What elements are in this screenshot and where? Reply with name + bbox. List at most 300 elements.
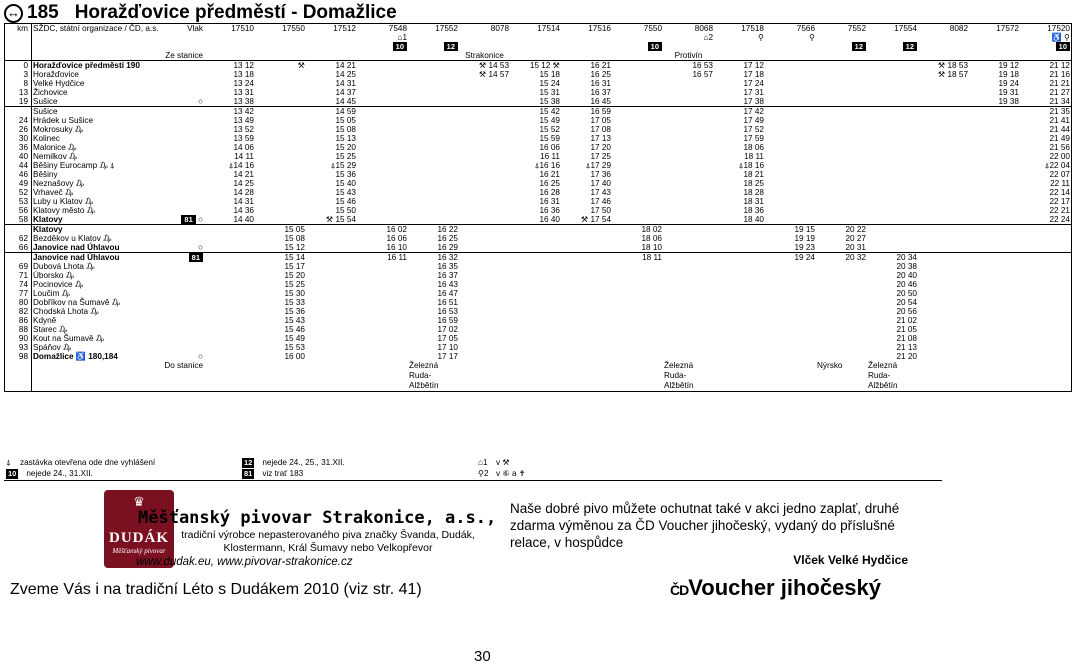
time-cell xyxy=(969,116,1020,125)
station-name: Pocinovice ₯ xyxy=(33,280,84,289)
time-cell xyxy=(612,79,663,88)
time-cell xyxy=(561,262,612,271)
train-note xyxy=(816,33,867,42)
train-number: 7548 xyxy=(357,24,408,34)
time-cell xyxy=(612,170,663,179)
time-cell xyxy=(459,188,510,197)
time-cell xyxy=(969,234,1020,243)
time-cell xyxy=(663,143,714,152)
time-cell: 18 06 xyxy=(743,143,764,152)
time-cell xyxy=(612,143,663,152)
time-cell xyxy=(408,116,459,125)
time-cell xyxy=(816,143,867,152)
restriction-row xyxy=(5,42,1072,51)
time-cell xyxy=(561,298,612,307)
train-number: 17514 xyxy=(510,24,561,34)
time-cell xyxy=(255,215,306,225)
time-cell xyxy=(714,280,765,289)
time-cell xyxy=(612,161,663,170)
station-km: 24 xyxy=(5,116,32,125)
time-cell: 18 11 xyxy=(744,152,764,161)
time-cell xyxy=(459,280,510,289)
time-cell: 21 56 xyxy=(1020,143,1072,152)
time-cell xyxy=(867,134,918,143)
time-cell xyxy=(714,325,765,334)
station-row xyxy=(5,298,1072,307)
time-cell: 15 25 xyxy=(335,152,356,161)
time-cell: ⚒ 15 54 xyxy=(306,215,357,225)
time-cell: 14 31 xyxy=(335,79,356,88)
time-cell: 20 31 xyxy=(816,243,867,253)
time-cell xyxy=(816,170,867,179)
origin-station xyxy=(408,51,459,61)
time-cell xyxy=(1020,271,1072,280)
time-cell xyxy=(1020,262,1072,271)
time-cell: 15 14 xyxy=(284,253,305,262)
train-note xyxy=(459,33,510,42)
time-cell xyxy=(1020,253,1072,263)
time-cell: 15 20 xyxy=(284,271,305,280)
station-km: 52 xyxy=(5,188,32,197)
time-cell: 16 36 xyxy=(539,206,560,215)
time-cell: 21 44 xyxy=(1020,125,1072,134)
time-cell xyxy=(255,116,306,125)
time-cell xyxy=(663,234,714,243)
time-cell: 19 38 xyxy=(969,97,1020,107)
time-cell xyxy=(612,325,663,334)
time-cell xyxy=(969,325,1020,334)
time-cell xyxy=(969,206,1020,215)
time-cell xyxy=(612,61,663,71)
time-cell xyxy=(663,225,714,235)
time-cell xyxy=(459,316,510,325)
time-cell xyxy=(867,179,918,188)
time-cell xyxy=(918,225,969,235)
station-name: Neznašovy ₯ xyxy=(33,179,84,188)
time-cell xyxy=(357,334,408,343)
time-cell xyxy=(765,289,816,298)
time-cell xyxy=(459,307,510,316)
time-cell: 14 28 xyxy=(233,188,254,197)
time-cell: 17 05 xyxy=(590,116,611,125)
time-cell xyxy=(969,253,1020,263)
time-cell: 20 40 xyxy=(896,271,917,280)
train-note: ♿ ⚲ xyxy=(1020,33,1072,42)
time-cell xyxy=(357,179,408,188)
time-cell xyxy=(969,179,1020,188)
time-cell xyxy=(765,88,816,97)
time-cell xyxy=(816,307,867,316)
time-cell xyxy=(459,134,510,143)
station-km: 46 xyxy=(5,170,32,179)
station-row xyxy=(5,243,1072,253)
time-cell xyxy=(816,197,867,206)
time-cell xyxy=(612,298,663,307)
time-cell xyxy=(918,253,969,263)
time-cell xyxy=(612,107,663,117)
time-cell xyxy=(663,152,714,161)
time-cell: 22 17 xyxy=(1020,197,1072,206)
time-cell xyxy=(918,170,969,179)
time-cell: 15 08 xyxy=(335,125,356,134)
time-cell xyxy=(408,197,459,206)
station-name: Loučim ₯ xyxy=(33,289,70,298)
time-cell xyxy=(204,316,255,325)
time-cell xyxy=(408,70,459,79)
train-note: ⚲ xyxy=(809,33,815,42)
time-cell xyxy=(510,352,561,361)
time-cell: 16 37 xyxy=(590,88,611,97)
time-cell xyxy=(612,262,663,271)
train-number: 17516 xyxy=(561,24,612,34)
time-cell xyxy=(765,334,816,343)
time-cell xyxy=(357,97,408,107)
time-cell xyxy=(612,307,663,316)
time-cell xyxy=(867,197,918,206)
time-cell: 14 21 xyxy=(335,61,356,70)
station-km: 53 xyxy=(5,197,32,206)
train-note: ⚲ xyxy=(758,33,764,42)
time-cell: ⚒ 14 57 xyxy=(478,70,509,79)
time-cell: 15 43 xyxy=(335,188,356,197)
time-cell xyxy=(408,179,459,188)
time-cell xyxy=(918,334,969,343)
time-cell xyxy=(663,125,714,134)
time-cell: 15 49 xyxy=(539,116,560,125)
route-title: Horažďovice předměstí - Domažlice xyxy=(74,2,397,23)
time-cell: 17 31 xyxy=(743,88,764,97)
time-cell xyxy=(1020,298,1072,307)
station-name: Janovice nad Úhlavou ○ xyxy=(33,243,203,252)
time-cell xyxy=(357,215,408,225)
time-cell xyxy=(663,262,714,271)
note-box: 10 xyxy=(648,42,662,51)
time-cell xyxy=(306,307,357,316)
time-cell xyxy=(765,107,816,117)
origin-row xyxy=(5,51,1072,61)
time-cell: 16 59 xyxy=(590,107,611,116)
station-km: 26 xyxy=(5,125,32,134)
train-number: 8078 xyxy=(459,24,510,34)
time-cell: 20 38 xyxy=(896,262,917,271)
origin-station xyxy=(714,51,765,61)
station-name: Klatovy 81 ○ xyxy=(33,215,203,224)
station-name: Kolinec xyxy=(33,134,60,143)
promo-text: Naše dobré pivo můžete ochutnat také v akci jedno zaplať, druhé zdarma výměnou za ČD Voucher jihočeský, vydaný do příslušné relace, v hospůdce xyxy=(510,501,900,550)
time-cell xyxy=(561,289,612,298)
time-cell: 18 11 xyxy=(642,253,662,262)
station-name: Dubová Lhota ₯ xyxy=(33,262,95,271)
time-cell xyxy=(765,179,816,188)
km-header: km xyxy=(5,24,32,34)
time-cell xyxy=(357,125,408,134)
time-cell xyxy=(816,61,867,71)
station-marker: ○ xyxy=(198,352,203,361)
station-row xyxy=(5,289,1072,298)
destination-station: Nýrsko xyxy=(816,361,867,392)
time-cell: 16 53 xyxy=(437,307,458,316)
time-cell xyxy=(816,125,867,134)
station-km: 90 xyxy=(5,334,32,343)
station-name: Hrádek u Sušice xyxy=(33,116,94,125)
time-cell xyxy=(357,61,408,71)
time-cell: ⍋15 29 xyxy=(330,161,356,170)
time-cell xyxy=(510,334,561,343)
station-km: 30 xyxy=(5,134,32,143)
time-cell xyxy=(357,143,408,152)
time-cell: 20 56 xyxy=(896,307,917,316)
time-cell xyxy=(357,280,408,289)
time-cell: 16 25 xyxy=(437,234,458,243)
station-name: Úborsko ₯ xyxy=(33,271,74,280)
time-cell: 17 17 xyxy=(437,352,458,361)
time-cell xyxy=(714,243,765,253)
time-cell: 19 18 xyxy=(998,70,1019,79)
time-cell xyxy=(612,197,663,206)
time-cell xyxy=(1020,225,1072,235)
station-row xyxy=(5,107,1072,117)
time-cell: 16 57 xyxy=(692,70,713,79)
time-cell: 22 00 xyxy=(1020,152,1072,161)
time-cell xyxy=(306,289,357,298)
station-km: 86 xyxy=(5,316,32,325)
time-cell xyxy=(918,271,969,280)
time-cell xyxy=(867,161,918,170)
train-note xyxy=(612,33,663,42)
station-km: 80 xyxy=(5,298,32,307)
time-cell: 16 10 xyxy=(357,243,408,253)
station-row xyxy=(5,170,1072,179)
time-cell: 19 24 xyxy=(998,79,1019,88)
time-cell: 18 06 xyxy=(641,234,662,243)
station-name: Domažlice ♿ 180,184 ○ xyxy=(33,352,203,361)
time-cell: 19 19 xyxy=(794,234,815,243)
time-cell xyxy=(816,161,867,170)
time-cell xyxy=(765,152,816,161)
time-cell xyxy=(1020,316,1072,325)
time-cell xyxy=(816,152,867,161)
time-cell xyxy=(612,88,663,97)
time-cell xyxy=(816,352,867,361)
time-cell xyxy=(204,334,255,343)
origin-station xyxy=(306,51,357,61)
time-cell xyxy=(255,143,306,152)
time-cell xyxy=(918,97,969,107)
time-cell xyxy=(969,280,1020,289)
time-cell: 15 53 xyxy=(284,343,305,352)
station-row xyxy=(5,116,1072,125)
station-name: Bezděkov u Klatov ₯ xyxy=(33,234,112,243)
station-name: Dobříkov na Šumavě ₯ xyxy=(33,298,120,307)
time-cell xyxy=(969,271,1020,280)
station-row xyxy=(5,271,1072,280)
time-cell: 18 31 xyxy=(743,197,764,206)
time-cell xyxy=(918,179,969,188)
time-cell xyxy=(510,243,561,253)
station-km: 36 xyxy=(5,143,32,152)
time-cell xyxy=(663,325,714,334)
time-cell xyxy=(816,325,867,334)
notes-row xyxy=(5,33,1072,42)
time-cell xyxy=(765,262,816,271)
arrow-icon: ↔ xyxy=(4,4,23,23)
time-cell xyxy=(765,116,816,125)
time-cell xyxy=(663,298,714,307)
time-cell: 19 31 xyxy=(998,88,1019,97)
time-cell: 21 13 xyxy=(896,343,917,352)
time-cell xyxy=(969,225,1020,235)
time-cell: 16 22 xyxy=(437,225,458,234)
train-note xyxy=(510,33,561,42)
time-cell: 16 06 xyxy=(386,234,407,243)
time-cell xyxy=(357,271,408,280)
time-cell xyxy=(918,298,969,307)
time-cell xyxy=(306,262,357,271)
time-cell xyxy=(612,352,663,361)
line-number: 185 xyxy=(27,2,59,23)
time-cell xyxy=(816,79,867,88)
time-cell xyxy=(765,280,816,289)
time-cell xyxy=(714,334,765,343)
station-row xyxy=(5,253,1072,263)
time-cell xyxy=(204,271,255,280)
time-cell xyxy=(1020,234,1072,243)
time-cell xyxy=(357,316,408,325)
time-cell xyxy=(918,234,969,243)
time-cell xyxy=(459,215,510,225)
time-cell xyxy=(204,352,255,361)
station-row xyxy=(5,307,1072,316)
time-cell xyxy=(357,134,408,143)
time-cell xyxy=(459,107,510,117)
time-cell: 17 08 xyxy=(590,125,611,134)
time-cell: 16 21 xyxy=(539,170,560,179)
time-cell xyxy=(816,298,867,307)
destination-station xyxy=(357,361,408,392)
time-cell xyxy=(306,298,357,307)
time-cell xyxy=(969,188,1020,197)
time-cell xyxy=(408,88,459,97)
time-cell: ⚒ 14 53 xyxy=(478,61,509,70)
time-cell xyxy=(1020,289,1072,298)
destination-station: Železná Ruda-Alžbětín xyxy=(867,361,918,392)
train-note xyxy=(255,33,306,42)
time-cell: 21 02 xyxy=(896,316,917,325)
station-name: Starec ₯ xyxy=(33,325,68,334)
time-cell xyxy=(204,298,255,307)
time-cell: 20 34 xyxy=(896,253,917,262)
time-cell xyxy=(969,343,1020,352)
time-cell: 20 50 xyxy=(896,289,917,298)
time-cell xyxy=(663,206,714,215)
time-cell xyxy=(612,316,663,325)
station-marker: ○ xyxy=(198,243,203,252)
time-cell xyxy=(663,188,714,197)
time-cell: ⍋18 16 xyxy=(738,161,764,170)
train-number: 8082 xyxy=(918,24,969,34)
station-row xyxy=(5,125,1072,134)
train-number: 17554 xyxy=(867,24,918,34)
time-cell xyxy=(612,125,663,134)
note-box: 10 xyxy=(393,42,407,51)
time-cell: 19 24 xyxy=(794,253,815,262)
operator-cell: SŽDC, státní organizace / ČD, a.s. Vlak xyxy=(33,24,203,33)
time-cell: ⚒ 18 53 xyxy=(937,61,968,70)
time-cell xyxy=(561,343,612,352)
time-cell: 17 25 xyxy=(590,152,611,161)
time-cell xyxy=(357,307,408,316)
time-cell: 18 10 xyxy=(612,243,663,253)
time-cell xyxy=(408,161,459,170)
origin-station xyxy=(204,51,255,61)
time-cell xyxy=(816,215,867,225)
from-label: Ze stanice xyxy=(32,51,205,61)
time-cell xyxy=(510,262,561,271)
time-cell xyxy=(459,143,510,152)
time-cell: 21 16 xyxy=(1020,70,1072,79)
destination-row xyxy=(5,361,1072,392)
time-cell xyxy=(663,107,714,117)
station-row xyxy=(5,352,1072,361)
time-cell xyxy=(204,262,255,271)
time-cell xyxy=(969,289,1020,298)
time-cell: 15 20 xyxy=(335,143,356,152)
time-cell xyxy=(357,343,408,352)
destination-station xyxy=(969,361,1020,392)
train-number: 7550 xyxy=(612,24,663,34)
time-cell: 16 25 xyxy=(539,179,560,188)
time-cell xyxy=(510,289,561,298)
time-cell xyxy=(612,289,663,298)
time-cell xyxy=(816,271,867,280)
timetable-title xyxy=(4,2,397,22)
time-cell xyxy=(306,243,357,253)
time-cell xyxy=(816,280,867,289)
time-cell xyxy=(765,325,816,334)
time-cell xyxy=(459,97,510,107)
train-number: 17520 xyxy=(1020,24,1072,34)
time-cell xyxy=(357,197,408,206)
time-cell xyxy=(1020,280,1072,289)
origin-station xyxy=(255,51,306,61)
time-cell xyxy=(765,188,816,197)
note-box: 81 xyxy=(181,215,195,224)
time-cell: 14 45 xyxy=(306,97,357,107)
time-cell: 18 21 xyxy=(743,170,764,179)
time-cell xyxy=(969,307,1020,316)
time-cell xyxy=(306,352,357,361)
time-cell xyxy=(663,134,714,143)
station-km: 19 xyxy=(5,97,32,107)
time-cell: 16 28 xyxy=(539,188,560,197)
time-cell: 16 25 xyxy=(590,70,611,79)
time-cell xyxy=(459,79,510,88)
time-cell: 22 24 xyxy=(1020,215,1072,225)
time-cell xyxy=(612,179,663,188)
station-row xyxy=(5,225,1072,235)
origin-station xyxy=(561,51,612,61)
time-cell xyxy=(867,116,918,125)
train-number: 7566 xyxy=(765,24,816,34)
time-cell xyxy=(204,307,255,316)
time-cell: 14 06 xyxy=(233,143,254,152)
time-cell: 14 21 xyxy=(233,170,254,179)
time-cell xyxy=(918,289,969,298)
station-km xyxy=(5,107,32,117)
train-note xyxy=(918,33,969,42)
origin-station xyxy=(918,51,969,61)
time-cell xyxy=(357,352,408,361)
